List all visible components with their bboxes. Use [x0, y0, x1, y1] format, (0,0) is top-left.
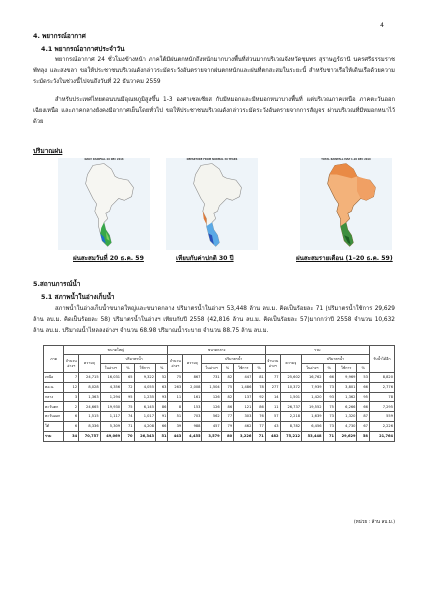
- table-cell: 559: [369, 412, 394, 422]
- header-volume: ปริมาตรน้ำ: [202, 355, 265, 364]
- header-medium: ขนาดกลาง: [168, 346, 265, 355]
- table-cell: 153: [183, 402, 202, 412]
- table-cell: 24,715: [79, 373, 100, 383]
- section5-subtitle: 5.1 สภาพน้ำในอ่างเก็บน้ำ: [41, 293, 115, 301]
- table-cell: 1,639: [302, 412, 323, 422]
- table-header-row: [44, 346, 395, 355]
- table-cell: 4,356: [100, 382, 121, 392]
- table-cell: 82: [221, 392, 233, 402]
- table-cell: 43: [265, 421, 280, 431]
- table-cell: 482: [265, 431, 280, 441]
- header-usable: ใช้การ: [134, 364, 155, 373]
- table-row: [44, 373, 395, 383]
- table-cell: 8,820: [369, 373, 394, 383]
- table-cell: 73: [323, 412, 335, 422]
- table-cell: 73: [323, 421, 335, 431]
- table-cell: 78: [369, 392, 394, 402]
- table-cell: 2: [64, 402, 79, 412]
- table-cell: 8: [168, 402, 183, 412]
- table-cell: 95: [357, 392, 369, 402]
- table-cell: 25,602: [280, 373, 301, 383]
- table-cell: 867: [183, 373, 202, 383]
- map-title: DEPARTURE FROM NORMAL 30 YEARS: [186, 158, 238, 161]
- monthly-rainfall-map: [300, 158, 392, 250]
- table-cell: 57: [265, 412, 280, 422]
- table-cell: 9,969: [335, 373, 356, 383]
- table-cell: 2,776: [369, 382, 394, 392]
- table-cell: 6,145: [134, 402, 155, 412]
- cell-region: ตอ.น.: [44, 382, 64, 392]
- table-cell: 10,372: [280, 382, 301, 392]
- table-cell: 16,762: [302, 373, 323, 383]
- header-pct: %: [253, 364, 265, 373]
- header-usable: ใช้การ: [234, 364, 253, 373]
- table-cell: 74: [122, 412, 134, 422]
- forecast-paragraph-2: สำหรับประเทศไทยตอนบนมีอุณหภูมิสูงขึ้น 1-3 องศาเซลเซียส กับมีหมอกและมีหมอกหนาบางพื้นที่ แต่บริเวณภาคเหนือ ภาคตะวันออกเฉียงเหนือ และภาคกลางยังคงมีอากาศเย็นโดยทั่วไป ขอให้ประชาชนบริเวณดังกล่าวระมัดระวังอันตรายจากการสัญจร ผ่านบริเวณที่มีหมอกหนาไว้ด้วย: [33, 97, 395, 126]
- table-cell: 303: [234, 412, 253, 422]
- table-row: [44, 421, 395, 431]
- table-cell: 24,665: [79, 402, 100, 412]
- table-cell: 277: [265, 382, 280, 392]
- table-cell: 51: [156, 431, 168, 441]
- header-usable: ใช้การ: [335, 364, 356, 373]
- table-row: [44, 402, 395, 412]
- header-count: จำนวน อ่างฯ: [265, 355, 280, 373]
- table-cell: 2,218: [280, 412, 301, 422]
- table-cell: 1,504: [202, 382, 221, 392]
- table-cell: 70,757: [79, 431, 100, 441]
- table-cell: 87: [357, 412, 369, 422]
- table-cell: 92: [253, 392, 265, 402]
- table-cell: 93: [156, 392, 168, 402]
- table-cell: 3: [64, 392, 79, 402]
- map-title: TOTAL RAINFALL MAP 1-20 DEC 2016: [321, 158, 371, 161]
- table-cell: 80: [221, 431, 233, 441]
- table-cell: 16,031: [100, 373, 121, 383]
- cell-region: ใต้: [44, 421, 64, 431]
- table-cell: 6,456: [302, 421, 323, 431]
- departure-from-normal-map: [166, 158, 258, 250]
- header-remaining: รับน้ำได้อีก: [369, 346, 394, 373]
- reservoir-table: [43, 345, 395, 442]
- header-pct: %: [156, 364, 168, 373]
- table-row: [44, 382, 395, 392]
- table-cell: 4,208: [134, 421, 155, 431]
- rainfall-heading: ปริมาณฝน: [33, 147, 63, 155]
- table-cell: 11: [265, 402, 280, 412]
- reservoir-paragraph: สภาพน้ำในอ่างเก็บน้ำขนาดใหญ่และขนาดกลาง ปริมาตรน้ำในอ่างฯ 53,448 ล้าน ลบ.ม. คิดเป็นร้อยละ 71 (ปริมาตรน้ำใช้การ 29,629 ล้าน ลบ.ม. คิดเป็นร้อยละ 58) ปริมาตรน้ำในอ่างฯ เทียบกับปี 2558 (42,816 ล้าน ลบ.ม. คิดเป็นร้อยละ 57)มากกว่าปี 2558 จำนวน 10,632 ล้าน ลบ.ม. ปริมาณน้ำไหลลงอ่างฯ จำนวน 68.98 ปริมาณน้ำระบาย จำนวน 88.75 ล้าน ลบ.ม.: [33, 306, 395, 335]
- section5-title: 5.สถานการณ์น้ำ: [33, 280, 81, 288]
- section4-title: 4. พยากรณ์อากาศ: [33, 32, 86, 40]
- header-pct: %: [357, 364, 369, 373]
- table-cell: 137: [234, 392, 253, 402]
- table-cell: 8,336: [79, 421, 100, 431]
- table-body: [44, 373, 395, 442]
- header-pct: %: [221, 364, 233, 373]
- table-cell: 82: [221, 373, 233, 383]
- table-cell: 75: [168, 373, 183, 383]
- table-cell: 1,320: [335, 412, 356, 422]
- cell-region: กลาง: [44, 392, 64, 402]
- daily-rainfall-map: [58, 158, 150, 250]
- table-cell: 731: [202, 373, 221, 383]
- header-region: ภาค: [44, 346, 64, 373]
- table-cell: 1,235: [134, 392, 155, 402]
- table-cell: 66: [323, 373, 335, 383]
- table-cell: 6: [64, 412, 79, 422]
- table-cell: 121: [234, 402, 253, 412]
- table-cell: 26,343: [134, 431, 155, 441]
- table-cell: 263: [168, 382, 183, 392]
- header-capacity: ความจุ: [79, 355, 100, 373]
- header-in-dam: ในอ่างฯ: [100, 364, 121, 373]
- table-cell: 126: [202, 392, 221, 402]
- table-cell: 3,579: [202, 431, 221, 441]
- table-cell: 93: [323, 392, 335, 402]
- table-cell: 7,939: [302, 382, 323, 392]
- cell-region: ตะวันตก: [44, 402, 64, 412]
- table-cell: 562: [202, 412, 221, 422]
- cell-region: เหนือ: [44, 373, 64, 383]
- departure-caption: เทียบกับค่าปกติ 30 ปี: [176, 255, 234, 262]
- table-cell: 71: [122, 421, 134, 431]
- table-cell: 9,322: [134, 373, 155, 383]
- forecast-paragraph-1: พยากรณ์อากาศ 24 ชั่วโมงข้างหน้า ภาคใต้มีฝนตกหนักถึงหนักมากบางพื้นที่ส่วนมากบริเวณจังหวัดชุมพร สุราษฎร์ธานี นครศรีธรรมราช พัทลุง และสงขลา ขอให้ประชาชนบริเวณดังกล่าวระมัดระวังอันตรายจากฝนตกหนักและฝนที่ตกสะสมในระยะนี้ สำหรับชาวเรือให้เดินเรือด้วยความระมัดระวังในช่วงนี้ไปจนถึงวันที่ 22 ธันวาคม 2559: [33, 57, 395, 86]
- table-cell: 988: [183, 421, 202, 431]
- table-total-row: [44, 431, 395, 441]
- table-cell: 76: [253, 412, 265, 422]
- table-cell: 66: [156, 421, 168, 431]
- departure-map-image: [166, 158, 258, 250]
- table-cell: 3,801: [335, 382, 356, 392]
- header-volume: ปริมาตรน้ำ: [100, 355, 168, 364]
- header-count: จำนวน อ่างฯ: [168, 355, 183, 373]
- table-cell: 7,295: [369, 402, 394, 412]
- table-cell: 4,055: [134, 382, 155, 392]
- table-cell: 4,730: [335, 421, 356, 431]
- table-cell: 1,501: [280, 392, 301, 402]
- table-cell: 51: [168, 412, 183, 422]
- header-volume: ปริมาตรน้ำ: [302, 355, 370, 364]
- table-cell: 86: [221, 402, 233, 412]
- cell-region: ตะวันออก: [44, 412, 64, 422]
- table-cell: 703: [183, 412, 202, 422]
- table-cell: 81: [253, 373, 265, 383]
- table-cell: 71: [253, 431, 265, 441]
- table-cell: 78: [253, 382, 265, 392]
- table-cell: 7: [64, 373, 79, 383]
- header-large: ขนาดใหญ่: [64, 346, 168, 355]
- table-cell: 79: [221, 421, 233, 431]
- table-cell: 3,226: [234, 431, 253, 441]
- table-cell: 91: [156, 412, 168, 422]
- table-cell: 66: [357, 382, 369, 392]
- table-cell: 77: [253, 421, 265, 431]
- table-cell: 1,515: [79, 412, 100, 422]
- table-cell: 52: [156, 373, 168, 383]
- table-cell: 8,028: [79, 382, 100, 392]
- header-total: รวม: [265, 346, 369, 355]
- table-cell: 53,448: [302, 431, 323, 441]
- table-cell: 34: [64, 431, 79, 441]
- table-cell: 75: [323, 402, 335, 412]
- cell-region: รวม: [44, 431, 64, 441]
- table-cell: 86: [156, 402, 168, 412]
- table-cell: 19,930: [100, 402, 121, 412]
- table-cell: 39: [168, 421, 183, 431]
- header-pct: %: [323, 364, 335, 373]
- table-cell: 14: [265, 392, 280, 402]
- table-cell: 53: [357, 373, 369, 383]
- table-cell: 75,212: [280, 431, 301, 441]
- table-cell: 6,266: [335, 402, 356, 412]
- table-cell: 6: [64, 421, 79, 431]
- table-cell: 77: [221, 412, 233, 422]
- header-in-dam: ในอ่างฯ: [202, 364, 221, 373]
- header-count: จำนวน อ่างฯ: [64, 355, 79, 373]
- table-cell: 1,420: [302, 392, 323, 402]
- table-cell: 73: [323, 382, 335, 392]
- table-cell: 457: [202, 421, 221, 431]
- table-cell: 1,486: [234, 382, 253, 392]
- monthly-rainfall-map-image: [300, 158, 392, 250]
- section4-subtitle: 4.1 พยากรณ์อากาศประจำวัน: [41, 45, 125, 53]
- table-cell: 19,552: [302, 402, 323, 412]
- table-cell: 70: [122, 431, 134, 441]
- table-cell: 1,017: [134, 412, 155, 422]
- table-cell: 66: [357, 402, 369, 412]
- table-cell: 65: [122, 373, 134, 383]
- table-row: [44, 392, 395, 402]
- table-cell: 2,226: [369, 421, 394, 431]
- page-number: 4: [380, 22, 384, 29]
- table-cell: 443: [168, 431, 183, 441]
- table-cell: 75: [122, 402, 134, 412]
- table-cell: 126: [202, 402, 221, 412]
- table-cell: 71: [323, 431, 335, 441]
- unit-note: (หน่วย : ล้าน ลบ.ม.): [353, 520, 395, 525]
- table-cell: 49,069: [100, 431, 121, 441]
- table-cell: 75: [221, 382, 233, 392]
- table-cell: 63: [156, 382, 168, 392]
- table-cell: 2,008: [183, 382, 202, 392]
- table-cell: 1,294: [100, 392, 121, 402]
- table-cell: 1,117: [100, 412, 121, 422]
- table-cell: 29,629: [335, 431, 356, 441]
- table-header-row: [44, 355, 395, 364]
- table-cell: 86: [253, 402, 265, 412]
- table-cell: 26,737: [280, 402, 301, 412]
- table-cell: 5,309: [100, 421, 121, 431]
- table-cell: 12: [64, 382, 79, 392]
- table-cell: 1,362: [335, 392, 356, 402]
- table-cell: 462: [234, 421, 253, 431]
- table-cell: 161: [183, 392, 202, 402]
- table-cell: 77: [265, 373, 280, 383]
- table-cell: 11: [168, 392, 183, 402]
- table-cell: 67: [357, 421, 369, 431]
- table-cell: 1,363: [79, 392, 100, 402]
- table-cell: 58: [357, 431, 369, 441]
- header-in-dam: ในอ่างฯ: [302, 364, 323, 373]
- table-row: [44, 412, 395, 422]
- header-pct: %: [122, 364, 134, 373]
- table-cell: 21,764: [369, 431, 394, 441]
- daily-rainfall-map-image: [58, 158, 150, 250]
- header-capacity: ความจุ: [183, 355, 202, 373]
- table-cell: 8,782: [280, 421, 301, 431]
- table-cell: 95: [122, 392, 134, 402]
- monthly-rainfall-caption: ฝนสะสมรายเดือน (1–20 ธ.ค. 59): [296, 255, 393, 262]
- table-cell: 447: [234, 373, 253, 383]
- header-capacity: ความจุ: [280, 355, 301, 373]
- daily-rainfall-caption: ฝนสะสมวันที่ 20 ธ.ค. 59: [73, 255, 144, 262]
- map-title: DAILY RAINFALL 20 DEC 2016: [84, 158, 124, 161]
- table-cell: 72: [122, 382, 134, 392]
- table-cell: 4,455: [183, 431, 202, 441]
